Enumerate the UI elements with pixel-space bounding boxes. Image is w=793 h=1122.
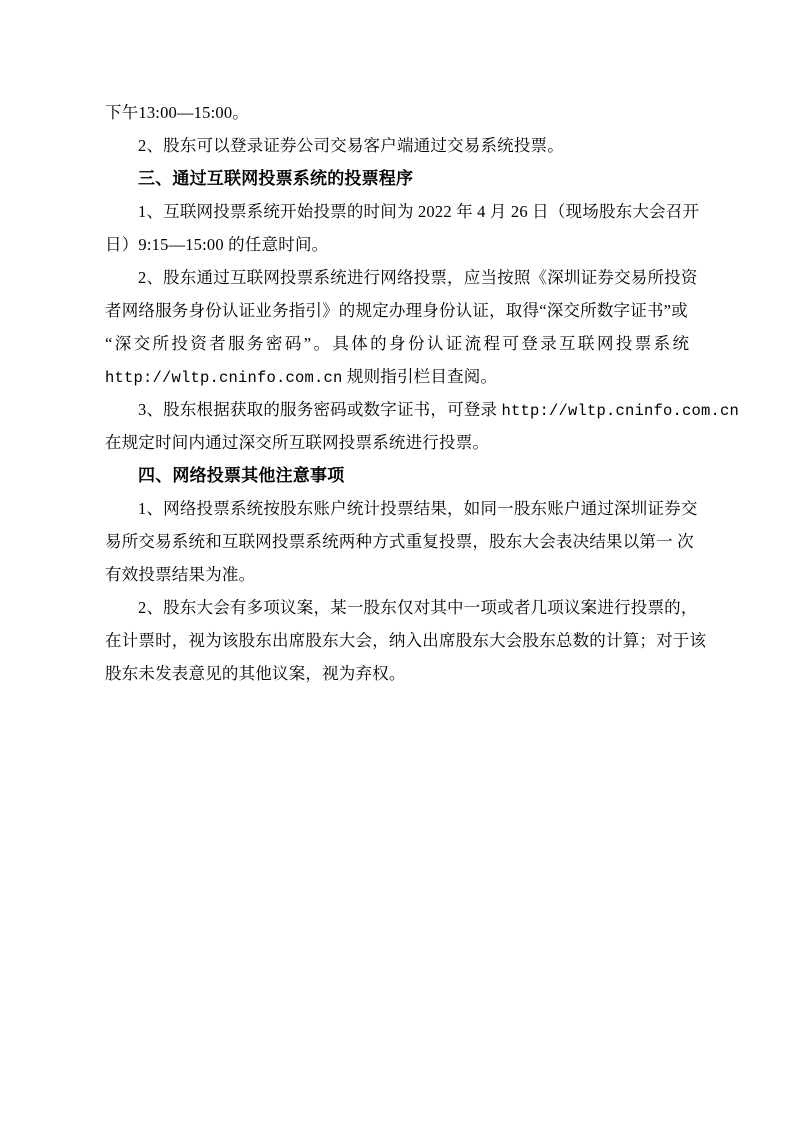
text-line-segment: 规则指引栏目查阅。 — [342, 367, 498, 386]
section-heading-4: 四、网络投票其他注意事项 — [138, 466, 345, 485]
text-line: 股东未发表意见的其他议案，视为弃权。 — [105, 664, 406, 683]
document-text-block — [105, 96, 740, 690]
text-line — [105, 360, 688, 393]
text-line: 2、股东通过互联网投票系统进行网络投票，应当按照《深圳证券交易所投资 — [138, 268, 698, 287]
voting-system-url: http://wltp.cninfo.com.cn — [105, 369, 343, 387]
text-line: “深交所投资者服务密码”。具体的身份认证流程可登录互联网投票系统 — [105, 334, 692, 353]
text-line: 1、网络投票系统按股东账户统计投票结果，如同一股东账户通过深圳证券交 — [138, 499, 698, 518]
text-line: 日）9:15—15:00 的任意时间。 — [105, 235, 329, 254]
text-line-segment: 3、股东根据获取的服务密码或数字证书，可登录 — [138, 400, 502, 419]
text-line: 下午13:00—15:00。 — [105, 103, 249, 122]
section-heading-3: 三、通过互联网投票系统的投票程序 — [138, 169, 414, 188]
text-line: 2、股东大会有多项议案，某一股东仅对其中一项或者几项议案进行投票的， — [138, 598, 698, 617]
text-line: 易所交易系统和互联网投票系统两种方式重复投票，股东大会表决结果以第一 次 — [105, 532, 694, 551]
text-line — [105, 393, 740, 426]
voting-system-url: http://wltp.cninfo.com.cn — [501, 402, 740, 420]
text-line: 1、互联网投票系统开始投票的时间为 2022 年 4 月 26 日（现场股东大会召开 — [138, 202, 700, 221]
text-line: 在计票时，视为该股东出席股东大会，纳入出席股东大会股东总数的计算；对于该 — [105, 631, 707, 650]
text-line: 者网络服务身份认证业务指引》的规定办理身份认证，取得“深交所数字证书”或 — [105, 301, 688, 320]
text-line: 2、股东可以登录证券公司交易客户端通过交易系统投票。 — [138, 136, 564, 155]
text-line: 在规定时间内通过深交所互联网投票系统进行投票。 — [105, 433, 490, 452]
text-line: 有效投票结果为准。 — [105, 565, 256, 584]
